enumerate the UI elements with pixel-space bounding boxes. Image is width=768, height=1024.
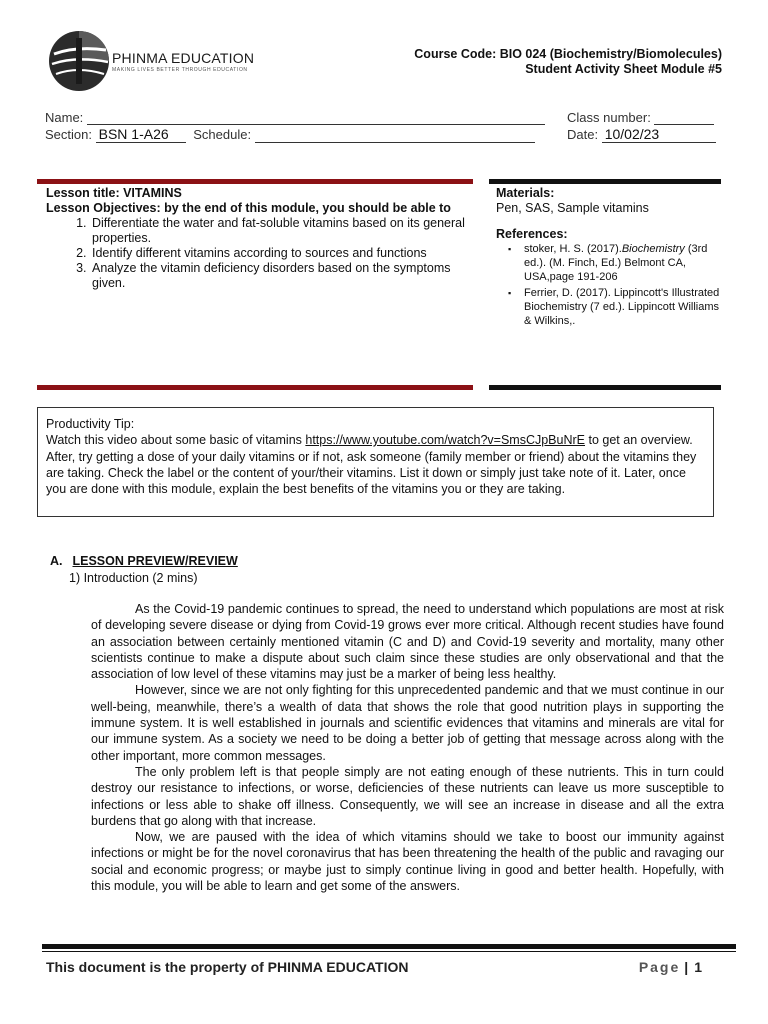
materials-box xyxy=(496,186,721,330)
tip-video-link[interactable]: https://www.youtube.com/watch?v=SmsCJpBuNrE xyxy=(305,433,586,448)
paragraph: As the Covid-19 pandemic continues to spread, the need to understand which populations are most at risk of developing severe disease or dying from Covid-19 grows ever more critical. Although recent studies have found an association between certainly mentioned vitamin (C and D) and Covid-19 severity and mortality, many other scientists continue to make a dispute about such claim since these studies are only observational and that the association of low level of these vitamins may just be a marker of being less healthy. xyxy=(91,602,724,682)
objective-item: 2. Identify different vitamins according to sources and functions xyxy=(90,246,472,261)
date-field[interactable]: 10/02/23 xyxy=(602,126,716,143)
course-header xyxy=(414,47,722,77)
lesson-objectives-intro: Lesson Objectives: by the end of this module, you should be able to xyxy=(46,201,451,215)
logo-tagline: MAKING LIVES BETTER THROUGH EDUCATION xyxy=(112,67,248,73)
reference-item: ▪ Ferrier, D. (2017). Lippincott's Illustrated Biochemistry (7 ed.). Lippincott Williams & Wilkins,. xyxy=(524,286,721,328)
logo-name: PHINMA EDUCATION xyxy=(112,50,255,66)
objectives-list xyxy=(46,216,472,291)
footer-page-indicator xyxy=(639,959,702,975)
reference-item xyxy=(524,242,721,284)
lesson-top-bar xyxy=(37,179,473,184)
lesson-box xyxy=(46,186,472,291)
references-label: References: xyxy=(496,227,568,241)
tip-pre-link: Watch this video about some basic of vitamins xyxy=(46,433,306,448)
lesson-bottom-bar xyxy=(37,385,473,390)
side-bottom-bar xyxy=(489,385,721,390)
page-separator: | xyxy=(684,959,689,975)
name-field[interactable] xyxy=(87,111,545,125)
materials-label: Materials: xyxy=(496,186,555,200)
schedule-label: Schedule: xyxy=(193,127,252,142)
intro-body xyxy=(91,601,724,894)
paragraph: The only problem left is that people simply are not eating enough of these nutrients. This in turn could destroy our resistance to infections, or worse, deficiencies of these nutrients can leave us more susceptible to infections or less able to shake off illness. Consequently, we will see an increase in disease and all the extra burdens that go along with that increase. xyxy=(91,764,724,828)
name-label: Name: xyxy=(45,110,84,125)
objective-item: 1. Differentiate the water and fat-soluble vitamins based on its general properties. xyxy=(90,216,472,246)
section-row xyxy=(45,126,535,143)
class-number-label: Class number: xyxy=(567,110,651,125)
date-row xyxy=(567,126,716,143)
paragraph: Now, we are paused with the idea of which vitamins should we take to boost our immunity against infections or might be for the novel coronavirus that has been threatening the health of the public and ravaging our social and economic progress; or maybe just to simply continue living in good and better health. Hopefully, with this module, you will be able to learn and get some of the answers. xyxy=(91,830,724,894)
section-a-heading xyxy=(50,554,238,568)
course-code: Course Code: BIO 024 (Biochemistry/Biomolecules) xyxy=(414,47,722,61)
date-label: Date: xyxy=(567,127,599,142)
name-row xyxy=(45,110,545,125)
section-label: Section: xyxy=(45,127,92,142)
tip-body xyxy=(46,432,705,497)
ref1-pre: stoker, H. S. (2017). xyxy=(524,243,622,255)
logo-mark-icon xyxy=(46,28,112,94)
ref1-italic: Biochemistry xyxy=(621,243,685,255)
lesson-title: Lesson title: VITAMINS xyxy=(46,186,182,200)
ref1-post: (3rd ed.). (M. Finch, Ed.) Belmont CA, USA,page 191-206 xyxy=(524,243,708,283)
class-number-row xyxy=(567,110,714,125)
references-list xyxy=(496,242,721,328)
section-field[interactable]: BSN 1-A26 xyxy=(96,126,186,143)
page-number: 1 xyxy=(694,959,702,975)
objective-item: 3. Analyze the vitamin deficiency disorders based on the symptoms given. xyxy=(90,261,472,291)
paragraph: However, since we are not only fighting for this unprecedented pandemic and that we must continue in our well-being, meanwhile, there’s a wealth of data that shows the role that good nutrition plays in supporting the immune system. It is well established in journals and scientific evidences that vitamins and minerals are vital for our immune system. As a society we need to be doing a better job of getting that message across along with the other important, more common messages. xyxy=(91,683,724,763)
productivity-tip-box xyxy=(37,407,714,517)
footer-property-text: This document is the property of PHINMA EDUCATION xyxy=(46,959,409,975)
section-a-letter: A. xyxy=(50,554,63,568)
sheet-title: Student Activity Sheet Module #5 xyxy=(525,62,722,76)
section-a-title: LESSON PREVIEW/REVIEW xyxy=(72,554,238,568)
schedule-field[interactable] xyxy=(255,129,535,143)
footer-thin-rule xyxy=(42,951,736,952)
logo-text xyxy=(112,50,254,73)
tip-label: Productivity Tip: xyxy=(46,417,135,431)
class-number-field[interactable] xyxy=(654,111,714,125)
side-top-bar xyxy=(489,179,721,184)
intro-item: 1) Introduction (2 mins) xyxy=(69,571,198,585)
tip-post-link: to get an overview. After, try getting a dose of your daily vitamins or if not, ask someone (family member or friend) about the vitamins they are taking. Check the label or the content of your/their vitamins. List it down or simply just take note of it. Later, once you are done with this module, explain the best benefits of the vitamins you or they are taking. xyxy=(46,433,697,497)
footer-thick-rule xyxy=(42,944,736,949)
materials-value: Pen, SAS, Sample vitamins xyxy=(496,201,649,215)
page-label: Page xyxy=(638,959,681,975)
